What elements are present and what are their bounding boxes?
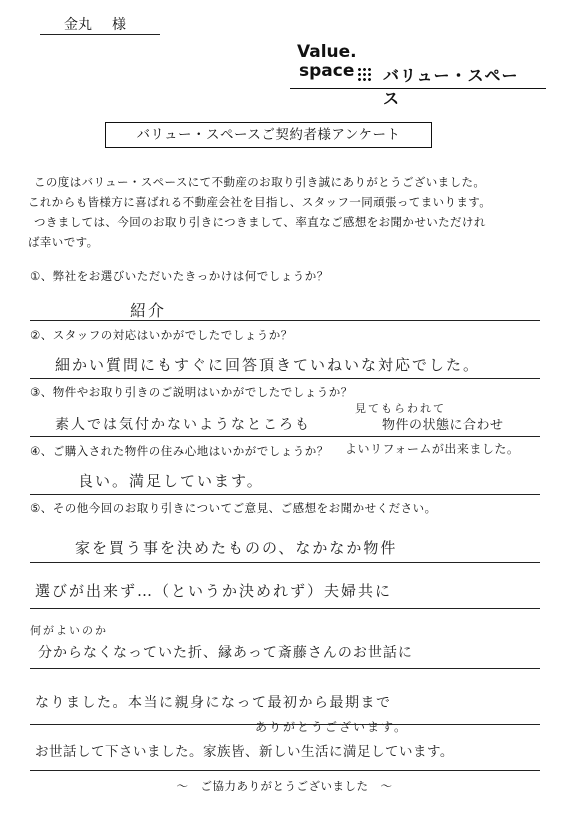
survey-title	[105, 122, 432, 148]
company-logo	[295, 42, 525, 108]
answer-5-rule-2	[30, 608, 540, 609]
answer-5-rule-3	[30, 668, 540, 669]
answer-5-rule-4	[30, 724, 540, 725]
addressee	[40, 12, 160, 35]
answer-5-line-4: なりました。本当に親身になって最初から最期まで	[35, 695, 392, 711]
intro-line-2: これからも皆様方に喜ばれる不動産会社を目指し、スタッフ一同頑張ってまいります。	[28, 195, 492, 209]
answer-5-rule-1	[30, 562, 540, 563]
answer-5-insert-1: 何がよいのか	[30, 624, 108, 637]
answer-5-line-5: お世話して下さいました。家族皆、新しい生活に満足しています。	[35, 744, 454, 760]
answer-4-line	[30, 494, 540, 495]
header-rule	[290, 88, 546, 89]
answer-1-line	[30, 320, 540, 321]
intro-line-3: つきましては、今回のお取り引きにつきまして、率直なご感想をお聞かせいただけれ	[34, 215, 486, 229]
answer-5-line-2: 選びが出来ず…（というか決めれず）夫婦共に	[35, 582, 393, 600]
answer-3-continued: 物件の状態に合わせ	[382, 418, 504, 433]
logo-dots-icon	[357, 67, 373, 81]
addressee-honorific: 様	[112, 17, 126, 33]
answer-5-line-1: 家を買う事を決めたものの、なかなか物件	[75, 539, 398, 557]
answer-5-rule-5	[30, 770, 540, 771]
answer-3: 素人では気付かないようなところも	[55, 417, 311, 433]
answer-4: 良い。満足しています。	[78, 472, 264, 490]
answer-3-insert: 見てもらわれて	[355, 402, 446, 415]
logo-katakana: バリュー・スペース	[383, 66, 519, 108]
question-1: ①、弊社をお選びいただいたきっかけは何でしょうか？	[30, 269, 329, 283]
answer-3-continued-2: よいリフォームが出来ました。	[345, 442, 520, 456]
footer-thanks: 〜 ご協力ありがとうございました 〜	[176, 779, 393, 793]
answer-2-line	[30, 378, 540, 379]
intro-line-4: ば幸いです。	[28, 235, 99, 249]
question-5: ⑤、その他今回のお取り引きについてご意見、ご感想をお聞かせください。	[30, 501, 437, 515]
logo-line2: space	[299, 61, 355, 81]
logo-line1: Value.	[297, 42, 357, 62]
survey-title-text: バリュー・スペースご契約者様アンケート	[136, 127, 401, 143]
answer-3-line	[30, 436, 540, 437]
answer-1: 紹介	[130, 301, 167, 320]
answer-5-insert-2: ありがとうございます。	[255, 720, 409, 734]
question-3: ③、物件やお取り引きのご説明はいかがでしたでしょうか？	[30, 385, 353, 399]
addressee-name: 金丸	[64, 17, 92, 33]
answer-5-line-3: 分からなくなっていた折、縁あって斎藤さんのお世話に	[38, 645, 413, 661]
question-4: ④、ご購入された物件の住み心地はいかがでしょうか？	[30, 444, 329, 458]
answer-2: 細かい質問にもすぐに回答頂きていねいな対応でした。	[55, 356, 481, 374]
intro-line-1: この度はバリュー・スペースにて不動産のお取り引き誠にありがとうございました。	[34, 175, 486, 189]
question-2: ②、スタッフの対応はいかがでしたでしょうか？	[30, 328, 293, 342]
